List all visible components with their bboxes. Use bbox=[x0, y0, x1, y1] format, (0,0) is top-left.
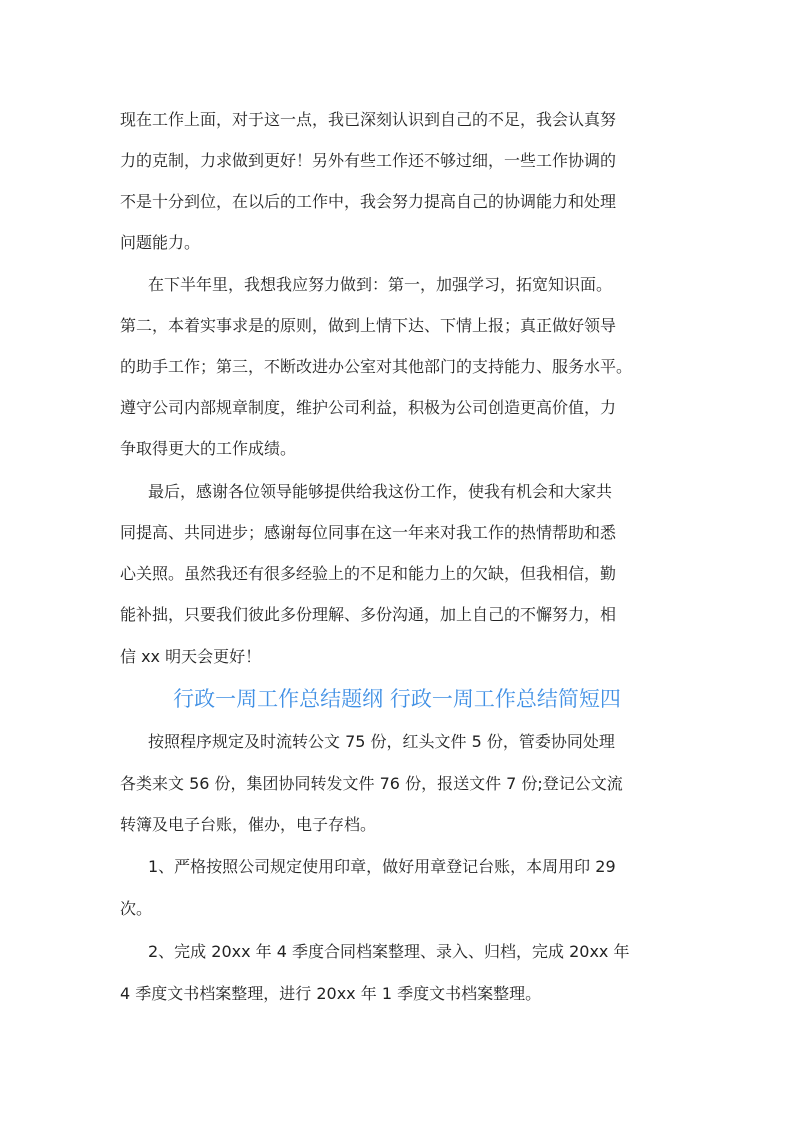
paragraph6-line-2: 4 季度文书档案整理，进行 20xx 年 1 季度文书档案整理。 bbox=[120, 984, 542, 1003]
paragraph4-line-1: 按照程序规定及时流转公文 75 份，红头文件 5 份，管委协同处理 bbox=[148, 732, 615, 751]
paragraph2-line-2: 第二，本着实事求是的原则，做到上情下达、下情上报；真正做好领导 bbox=[120, 316, 617, 335]
paragraph5-line-1: 1、严格按照公司规定使用印章，做好用章登记台账，本周用印 29 bbox=[148, 857, 616, 876]
paragraph2-line-1: 在下半年里，我想我应努力做到：第一，加强学习，拓宽知识面。 bbox=[148, 275, 613, 294]
paragraph4-line-2: 各类来文 56 份，集团协同转发文件 76 份，报送文件 7 份;登记公文流 bbox=[120, 774, 623, 793]
paragraph2-line-4: 遵守公司内部规章制度，维护公司利益，积极为公司创造更高价值，力 bbox=[120, 398, 617, 417]
paragraph3-line-2: 同提高、共同进步；感谢每位同事在这一年来对我工作的热情帮助和悉 bbox=[120, 523, 617, 542]
paragraph3-line-3: 心关照。虽然我还有很多经验上的不足和能力上的欠缺，但我相信，勤 bbox=[120, 564, 617, 583]
paragraph1-line-3: 不是十分到位，在以后的工作中，我会努力提高自己的协调能力和处理 bbox=[120, 192, 617, 211]
paragraph1-line-1: 现在工作上面，对于这一点，我已深刻认识到自己的不足，我会认真努 bbox=[120, 110, 617, 129]
paragraph2-line-5: 争取得更大的工作成绩。 bbox=[120, 439, 297, 458]
paragraph1-line-4: 问题能力。 bbox=[120, 233, 201, 252]
paragraph2-line-3: 的助手工作；第三，不断改进办公室对其他部门的支持能力、服务水平。 bbox=[120, 357, 633, 376]
paragraph3-line-4: 能补拙，只要我们彼此多份理解、多份沟通，加上自己的不懈努力，相 bbox=[120, 605, 617, 624]
paragraph1-line-2: 力的克制，力求做到更好！另外有些工作还不够过细，一些工作协调的 bbox=[120, 151, 617, 170]
paragraph4-line-3: 转簿及电子台账，催办，电子存档。 bbox=[120, 815, 377, 834]
section-title: 行政一周工作总结题纲 行政一周工作总结简短四 bbox=[173, 687, 621, 711]
paragraph5-line-2: 次。 bbox=[120, 899, 153, 918]
paragraph3-line-5: 信 xx 明天会更好！ bbox=[120, 647, 262, 666]
paragraph3-line-1: 最后，感谢各位领导能够提供给我这份工作，使我有机会和大家共 bbox=[148, 482, 613, 501]
paragraph6-line-1: 2、完成 20xx 年 4 季度合同档案整理、录入、归档，完成 20xx 年 bbox=[148, 942, 630, 961]
